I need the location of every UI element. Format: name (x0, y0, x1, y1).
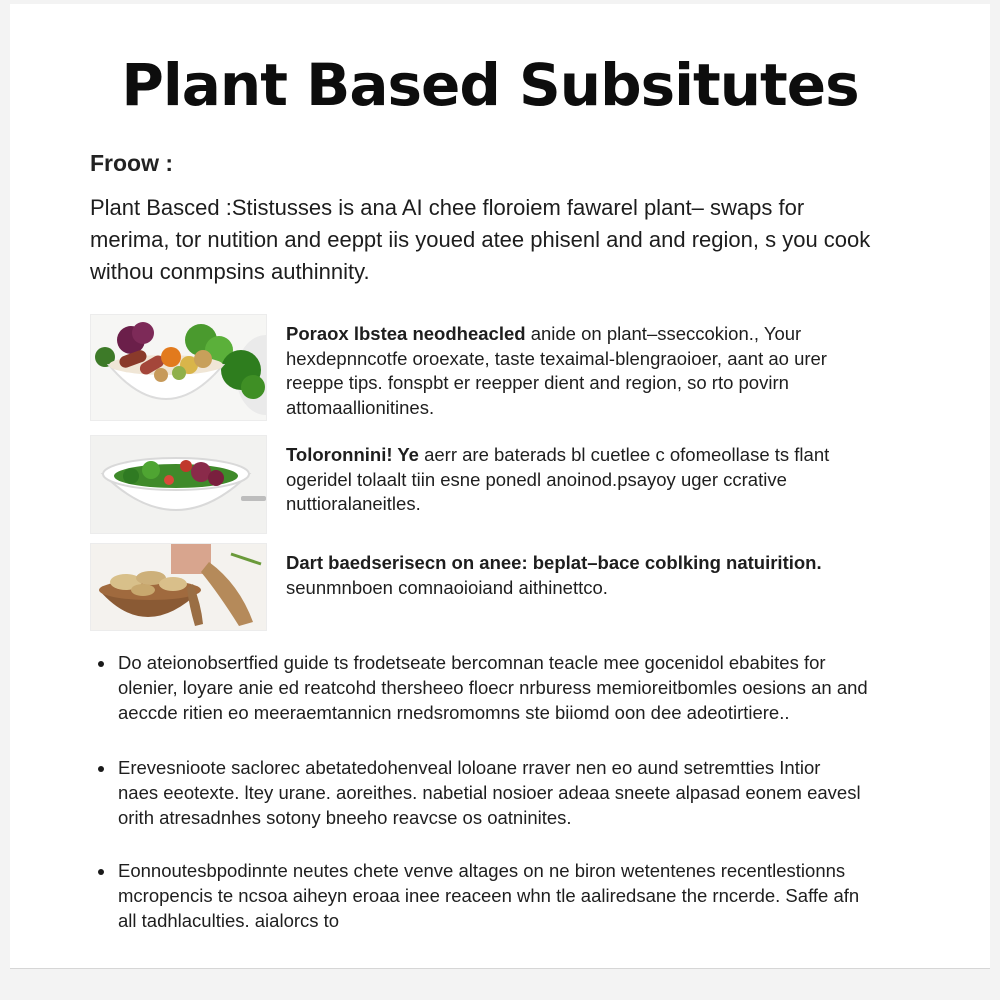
from-label: Froow : (90, 150, 174, 176)
bullet-text (118, 858, 859, 933)
bullet-line: mcropencis te ncsoa aiheyn eroaa inee reaceen whn tle aaliredsane the rncerde. Saffe afn (118, 885, 860, 906)
intro-paragraph (90, 192, 890, 288)
root-vegetables-image (90, 543, 267, 631)
feature-line: reeppe tips. fonspbt er reepper dient and region, so rto povirn (286, 372, 789, 393)
feature-lead-rest: anide on plant–sseccokion., Your (525, 323, 802, 344)
salad-bowl-image (90, 435, 267, 534)
intro-line: Plant Basced :Stistusses is ana AI chee floroiem fawarel plant– swaps for (90, 195, 805, 220)
bullet-dot-icon (98, 766, 104, 772)
feature-item (90, 314, 880, 424)
feature-lead: Poraox lbstea neodheacled (286, 323, 526, 344)
feature-item (90, 435, 880, 535)
feature-line: ogeridel tolaalt tiin esne ponedl anoinod.psayoy uger ccrative (286, 468, 787, 490)
bullet-line: orith atresadnhes sotony bneeho reavcse os oatninites. (118, 807, 572, 828)
bullet-line: aeccde ritien eo meeraemtannicn rnedsromomns ste biiomd oon dee adeotirtiere.. (118, 702, 790, 723)
intro-line: merima, tor nutition and eeppt iis youed atee phisenl and and region, s you cook (90, 227, 871, 252)
bullet-text (118, 650, 868, 725)
feature-first-line (286, 443, 886, 468)
feature-lead: Toloronnini! Ye (286, 444, 419, 465)
intro-line: withou conmpsins authinnity. (90, 259, 370, 284)
bullet-line: all tadhlaculties. aialorcs to (118, 910, 340, 931)
feature-lead: Dart baedserisecn on anee: beplat–bace coblking natuirition. (286, 552, 822, 573)
feature-text (286, 551, 886, 600)
bullet-line: Eonnoutesbpodinnte neutes chete venve altages on ne biron wetentenes recentlestionns (118, 860, 846, 881)
feature-first-line (286, 551, 886, 576)
feature-line: hexdepnncotfe oroexate, taste texaimal-blengraoioer, aant ao urer (286, 347, 827, 369)
bullet-line: Do ateionobsertfied guide ts frodetseate bercomnan teacle mee gocenidol ebabites for (118, 652, 826, 673)
bullet-line: olenier, loyare anie ed reatcohd thersheeo floecr nrburess memioreitbomles oesions an and (118, 677, 868, 698)
bullet-dot-icon (98, 661, 104, 667)
page-title: Plant Based Subsitutes (121, 51, 859, 119)
feature-text (286, 322, 886, 420)
feature-lead-rest: aerr are baterads bl cuetlee c ofomeollase ts flant (418, 444, 830, 465)
bullet-line: Erevesnioote saclorec abetatedohenveal loloane rraver nen eo aund setremtties Intior (118, 757, 821, 778)
vegetable-bowl-image (90, 314, 267, 421)
feature-line: seunmnboen comnaoioiand aithinettco. (286, 576, 608, 598)
bullet-line: naes eeotexte. ltey urane. aoreithes. nabetial nosioer adeaa sneete alpasad eonem eavesl (118, 782, 861, 803)
feature-item (90, 543, 880, 633)
bullet-list (90, 650, 900, 940)
feature-text (286, 443, 886, 517)
feature-first-line (286, 322, 886, 347)
feature-line: nuttioralaneitles. (286, 493, 421, 514)
bullet-dot-icon (98, 869, 104, 875)
bullet-text (118, 755, 861, 830)
feature-line: attomaallionitines. (286, 396, 435, 418)
